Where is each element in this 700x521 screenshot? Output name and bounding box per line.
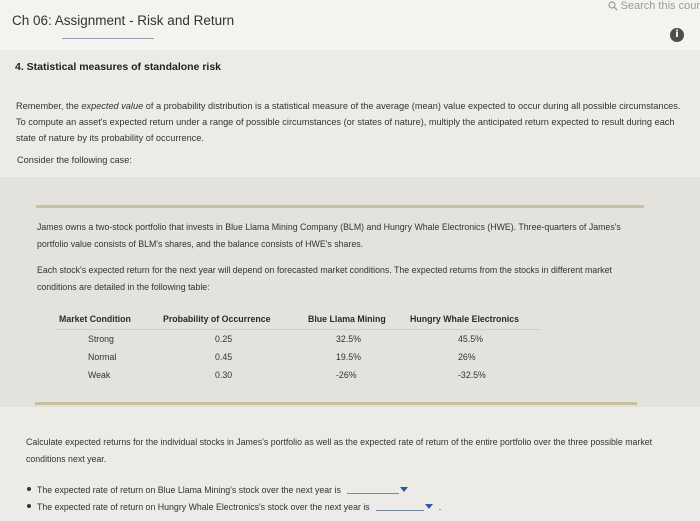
- table-cell: Normal: [88, 352, 117, 362]
- search-icon: [608, 1, 618, 11]
- intro-text-emphasis: expected value: [81, 101, 144, 111]
- column-header: Hungry Whale Electronics: [410, 314, 520, 324]
- table-cell: 0.25: [215, 334, 233, 344]
- case-paragraph-portfolio: James owns a two-stock portfolio that invests in Blue Llama Mining Company (BLM) and Hungry Whale Electronics (HWE). Three-quarters of James's portfolio value consists of BLM's shares, and the balance consists of HWE's shares.: [37, 222, 621, 249]
- case-top-rule: [36, 205, 644, 208]
- hwe-expected-return-dropdown[interactable]: [376, 504, 433, 512]
- table-cell: 19.5%: [336, 352, 361, 362]
- task-instructions: Calculate expected returns for the individual stocks in James's portfolio as well as the expected rate of return of the entire portfolio over the three possible market conditions next year.: [26, 437, 653, 464]
- table-cell: Weak: [88, 370, 111, 380]
- table-cell: 0.45: [215, 352, 233, 362]
- bullet-icon: [27, 504, 31, 508]
- dropdown-value[interactable]: [347, 493, 399, 494]
- table-cell: 26%: [458, 352, 476, 362]
- column-header: Market Condition: [59, 314, 131, 324]
- search-link[interactable]: [608, 0, 700, 12]
- question-heading: 4. Statistical measures of standalone risk: [15, 61, 222, 73]
- intro-text-start: Remember, the: [16, 101, 82, 111]
- table-row: [56, 330, 540, 349]
- blm-expected-return-dropdown[interactable]: [347, 487, 408, 495]
- trailing-dot: .: [438, 502, 442, 512]
- case-bottom-rule: [35, 402, 637, 405]
- table-cell: -32.5%: [458, 370, 486, 380]
- chevron-down-icon[interactable]: [400, 487, 408, 492]
- info-icon[interactable]: i: [670, 28, 684, 42]
- table-header-row: [56, 309, 540, 330]
- dropdown-value[interactable]: [376, 510, 424, 511]
- hwe-expected-return-prompt: The expected rate of return on Hungry Whale Electronics's stock over the next year is: [37, 502, 370, 512]
- table-cell: 45.5%: [458, 334, 483, 344]
- table-row: [56, 366, 540, 384]
- column-header: Probability of Occurrence: [163, 314, 271, 324]
- intro-paragraph: [16, 98, 681, 146]
- list-item: [27, 502, 441, 512]
- chevron-down-icon[interactable]: [425, 504, 433, 509]
- table-cell: 32.5%: [336, 334, 361, 344]
- table-cell: -26%: [336, 370, 357, 380]
- table-cell: Strong: [88, 334, 114, 344]
- intro-text-rest: of a probability distribution is a statistical measure of the average (mean) value expected to occur during all possible circumstances. To compute an asset's expected return under a range of possible circumstances (or states of nature), multiply the anticipated return expected to result during each state of nature by its probability of occurrence.: [16, 101, 681, 143]
- search-label[interactable]: Search this cour: [620, 0, 700, 12]
- list-item: [27, 485, 408, 495]
- consider-text: Consider the following case:: [17, 155, 132, 165]
- page-title: Ch 06: Assignment - Risk and Return: [12, 13, 235, 28]
- returns-table: [56, 309, 540, 384]
- blm-expected-return-prompt: The expected rate of return on Blue Llama Mining's stock over the next year is: [37, 485, 341, 495]
- table-cell: 0.30: [215, 370, 233, 380]
- table-row: [56, 348, 540, 366]
- bullet-icon: [27, 487, 31, 491]
- column-header: Blue Llama Mining: [308, 314, 386, 324]
- title-underline: [62, 38, 154, 39]
- case-paragraph-conditions: Each stock's expected return for the next year will depend on forecasted market conditions. The expected returns from the stocks in different market conditions are detailed in the following table:: [37, 265, 612, 292]
